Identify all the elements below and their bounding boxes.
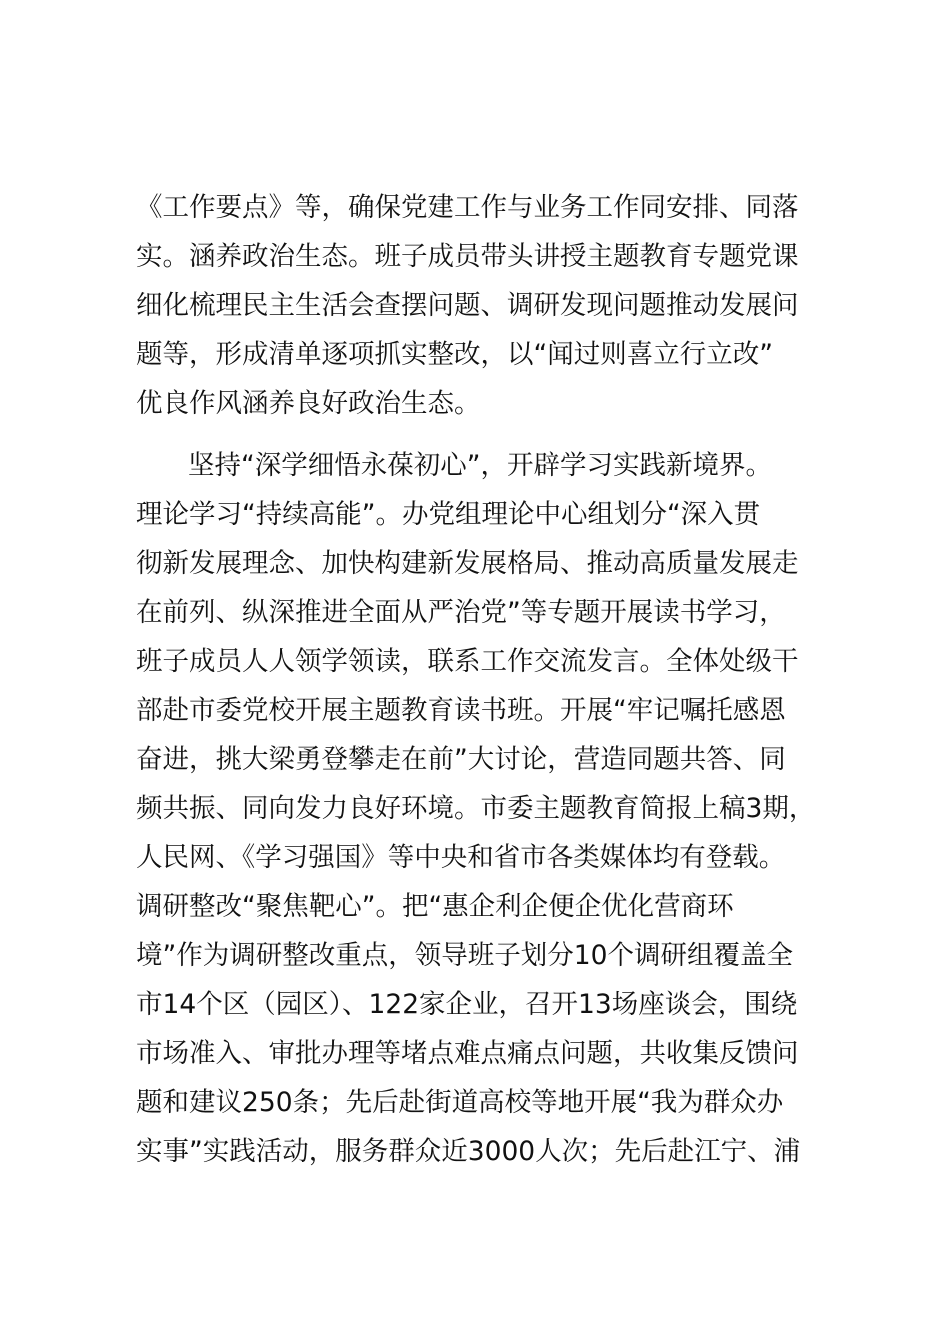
text-line: 调研整改“聚焦靶心”。把“惠企利企便企优化营商环 xyxy=(136,891,734,922)
text-line: 在前列、纵深推进全面从严治党”等专题开展读书学习， xyxy=(136,597,786,628)
text-line: 人民网、《学习强国》等中央和省市各类媒体均有登载。 xyxy=(136,842,786,873)
text-line: 市场准入、审批办理等堵点难点痛点问题，共收集反馈问 xyxy=(136,1038,799,1069)
text-line: 优良作风涵养良好政治生态。 xyxy=(136,388,481,419)
text-line: 《工作要点》等，确保党建工作与业务工作同安排、同落 xyxy=(136,192,799,223)
paragraph-2 xyxy=(136,441,850,1176)
text-line: 彻新发展理念、加快构建新发展格局、推动高质量发展走 xyxy=(136,548,799,579)
text-line: 细化梳理民主生活会查摆问题、调研发现问题推动发展问 xyxy=(136,290,799,321)
text-line: 坚持“深学细悟永葆初心”，开辟学习实践新境界。 xyxy=(188,450,772,481)
text-line: 实事”实践活动，服务群众近3000人次；先后赴江宁、浦 xyxy=(136,1136,801,1167)
text-line: 实。涵养政治生态。班子成员带头讲授主题教育专题党课 xyxy=(136,241,799,272)
text-line: 题等，形成清单逐项抓实整改，以“闻过则喜立行立改” xyxy=(136,339,773,370)
text-line: 理论学习“持续高能”。办党组理论中心组划分“深入贯 xyxy=(136,499,761,530)
text-line: 频共振、同向发力良好环境。市委主题教育简报上稿3期， xyxy=(136,793,816,824)
text-line: 部赴市委党校开展主题教育读书班。开展“牢记嘱托感恩 xyxy=(136,695,786,726)
text-line: 题和建议250条；先后赴街道高校等地开展“我为群众办 xyxy=(136,1087,784,1118)
text-line: 奋进，挑大梁勇登攀走在前”大讨论，营造同题共答、同 xyxy=(136,744,786,775)
text-line: 班子成员人人领学领读，联系工作交流发言。全体处级干 xyxy=(136,646,799,677)
text-line: 境”作为调研整改重点，领导班子划分10个调研组覆盖全 xyxy=(136,940,793,971)
paragraph-spacer xyxy=(136,428,850,441)
document-body xyxy=(136,183,850,1176)
paragraph-1 xyxy=(136,183,850,428)
text-line: 市14个区（园区）、122家企业，召开13场座谈会，围绕 xyxy=(136,989,798,1020)
